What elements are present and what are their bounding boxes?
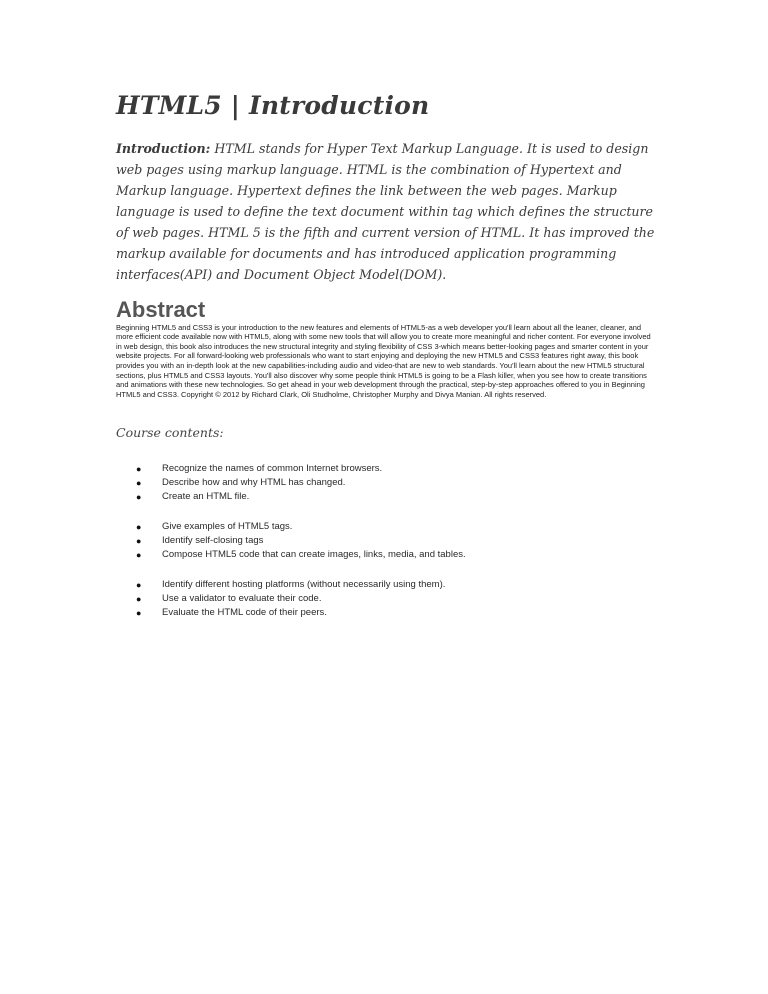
list-item-text: Evaluate the HTML code of their peers. [162,607,327,619]
list-item [136,490,652,504]
list-item-text: Recognize the names of common Internet browsers. [162,463,383,475]
list-item-text: Identify self-closing tags [162,535,264,547]
bullet-icon: ● [136,522,142,533]
course-contents-heading: Course contents: [116,425,224,441]
intro-label: Introduction: [116,141,211,156]
bullet-icon: ● [136,550,142,561]
bullet-icon: ● [136,580,142,591]
intro-paragraph [116,138,656,285]
page-title: HTML5 | Introduction [116,91,430,120]
course-list-group-2 [136,520,652,562]
list-item-text: Describe how and why HTML has changed. [162,477,346,489]
course-list-group-1 [136,462,652,504]
document-page [116,88,655,620]
list-item [136,534,652,548]
list-item [136,520,652,534]
list-item [136,578,652,592]
bullet-icon: ● [136,478,142,489]
intro-text: HTML stands for Hyper Text Markup Language. It is used to design web pages using markup language. HTML is the combination of Hypertext and Markup language. Hypertext defines the link between the web pages. Markup language is used to define the text document within tag which defines the structure of web pages. HTML 5 is the fifth and current version of HTML. It has improved the markup available for documents and has introduced application programming interfaces(API) and Document Object Model(DOM). [116,141,655,282]
bullet-icon: ● [136,492,142,503]
bullet-icon: ● [136,464,142,475]
list-item-text: Use a validator to evaluate their code. [162,593,322,605]
list-item-text: Compose HTML5 code that can create images, links, media, and tables. [162,549,466,561]
bullet-icon: ● [136,608,142,619]
list-item-text: Identify different hosting platforms (without necessarily using them). [162,579,446,591]
abstract-heading: Abstract [116,296,206,322]
list-item [136,462,652,476]
bullet-icon: ● [136,536,142,547]
list-item [136,592,652,606]
list-item [136,548,652,562]
list-item [136,606,652,620]
list-item-text: Give examples of HTML5 tags. [162,521,293,533]
course-list-group-3 [136,578,652,620]
bullet-icon: ● [136,594,142,605]
list-item [136,476,652,490]
list-item-text: Create an HTML file. [162,491,250,503]
abstract-body: Beginning HTML5 and CSS3 is your introduction to the new features and elements of HTML5-as a web developer you'll learn about all the leaner, cleaner, and more efficient code available now with HTML5, along with some new tools that will allow you to create more meaningful and richer content. For everyone involved in web design, this book also introduces the new structural integrity and styling flexibility of CSS 3-which means better-looking pages and smarter content in your website projects. For all forward-looking web professionals who want to start enjoying and deploying the new HTML5 and CSS3 features right away, this book provides you with an in-depth look at the new capabilities-including audio and video-that are new to web standards. You'll learn about the new HTML5 structural sections, plus HTML5 and CSS3 layouts. You'll also discover why some people think HTML5 is going to be a Flash killer, when you see how to create transitions and animations with these new technologies. So get ahead in your web development through the practical, step-by-step approaches offered to you in Beginning HTML5 and CSS3. Copyright © 2012 by Richard Clark, Oli Studholme, Christopher Murphy and Divya Manian. All rights reserved. [116,322,651,399]
